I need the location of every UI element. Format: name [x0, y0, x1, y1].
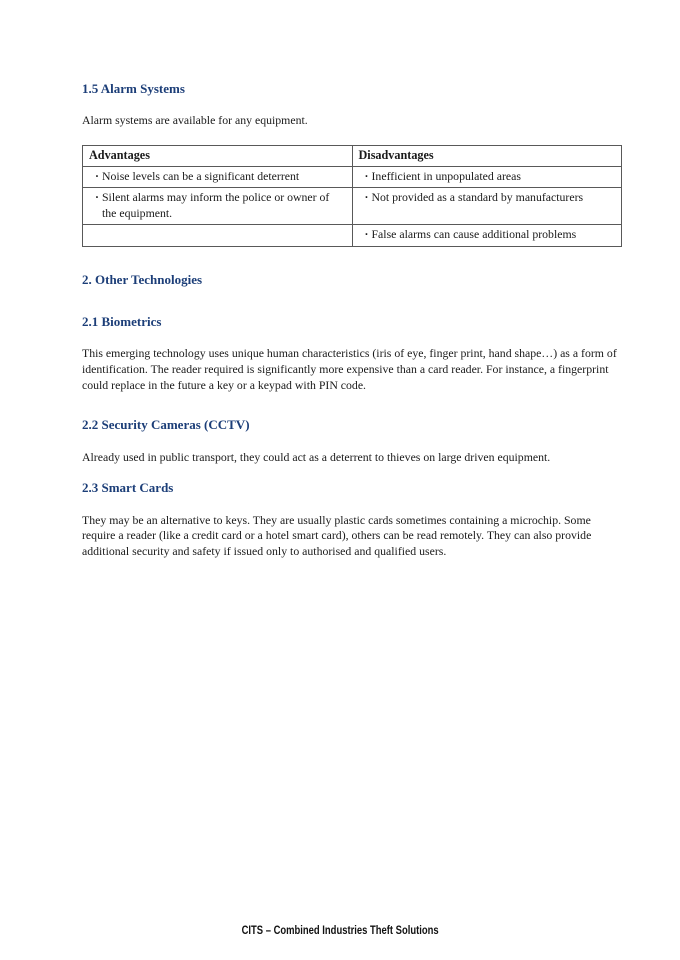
- footer-text: CITS – Combined Industries Theft Solutions: [241, 925, 439, 937]
- list-item: [359, 169, 616, 185]
- page-footer: [0, 921, 680, 939]
- heading-security-cameras: 2.2 Security Cameras (CCTV): [82, 417, 250, 433]
- empty-cell: [83, 225, 353, 247]
- bullet-icon: ·: [95, 168, 99, 183]
- table-header-disadvantages: Disadvantages: [352, 146, 622, 167]
- list-item-text: Inefficient in unpopulated areas: [371, 168, 521, 183]
- list-item-text: False alarms can cause additional problems: [371, 227, 577, 241]
- list-item: [359, 190, 616, 206]
- list-item: [359, 227, 616, 243]
- paragraph-smart-cards: They may be an alternative to keys. They are usually plastic cards sometimes containing a microchip. Some require a reader (like a credit card or a hotel smart card), others can be read remotely. They can also provide additional security and safety if issued only to authorised and qualified users.: [82, 512, 592, 558]
- list-item-text: Silent alarms may inform the police or owner of the equipment.: [102, 190, 330, 220]
- paragraph-security-cameras: Already used in public transport, they could act as a deterrent to thieves on large driven equipment.: [82, 449, 551, 464]
- table-row: [83, 166, 622, 188]
- heading-smart-cards: 2.3 Smart Cards: [82, 480, 174, 496]
- table-header-advantages: Advantages: [83, 146, 353, 167]
- table-header-row: [83, 146, 622, 167]
- table-row: [83, 225, 622, 247]
- paragraph-alarm-intro: Alarm systems are available for any equipment.: [82, 113, 308, 128]
- bullet-icon: ·: [364, 227, 369, 241]
- list-item-text: Noise levels can be a significant deterrent: [102, 168, 300, 183]
- paragraph-biometrics: This emerging technology uses unique human characteristics (iris of eye, finger print, hand shape…) as a form of identification. The reader required is significantly more expensive than a card reader. For instance, a fingerprint could replace in the future a key or a keypad with PIN code.: [82, 346, 617, 392]
- heading-biometrics: 2.1 Biometrics: [82, 313, 162, 329]
- table-row: [83, 188, 622, 225]
- heading-other-technologies: 2. Other Technologies: [82, 271, 203, 287]
- advantages-disadvantages-table: [82, 145, 622, 247]
- bullet-icon: ·: [95, 190, 99, 204]
- list-item-text: Not provided as a standard by manufacturers: [371, 190, 584, 204]
- list-item: [89, 169, 346, 185]
- bullet-icon: ·: [364, 190, 369, 204]
- bullet-icon: ·: [364, 168, 369, 183]
- list-item: [89, 190, 346, 221]
- document-content: [82, 0, 622, 560]
- heading-alarm-systems: 1.5 Alarm Systems: [82, 81, 185, 96]
